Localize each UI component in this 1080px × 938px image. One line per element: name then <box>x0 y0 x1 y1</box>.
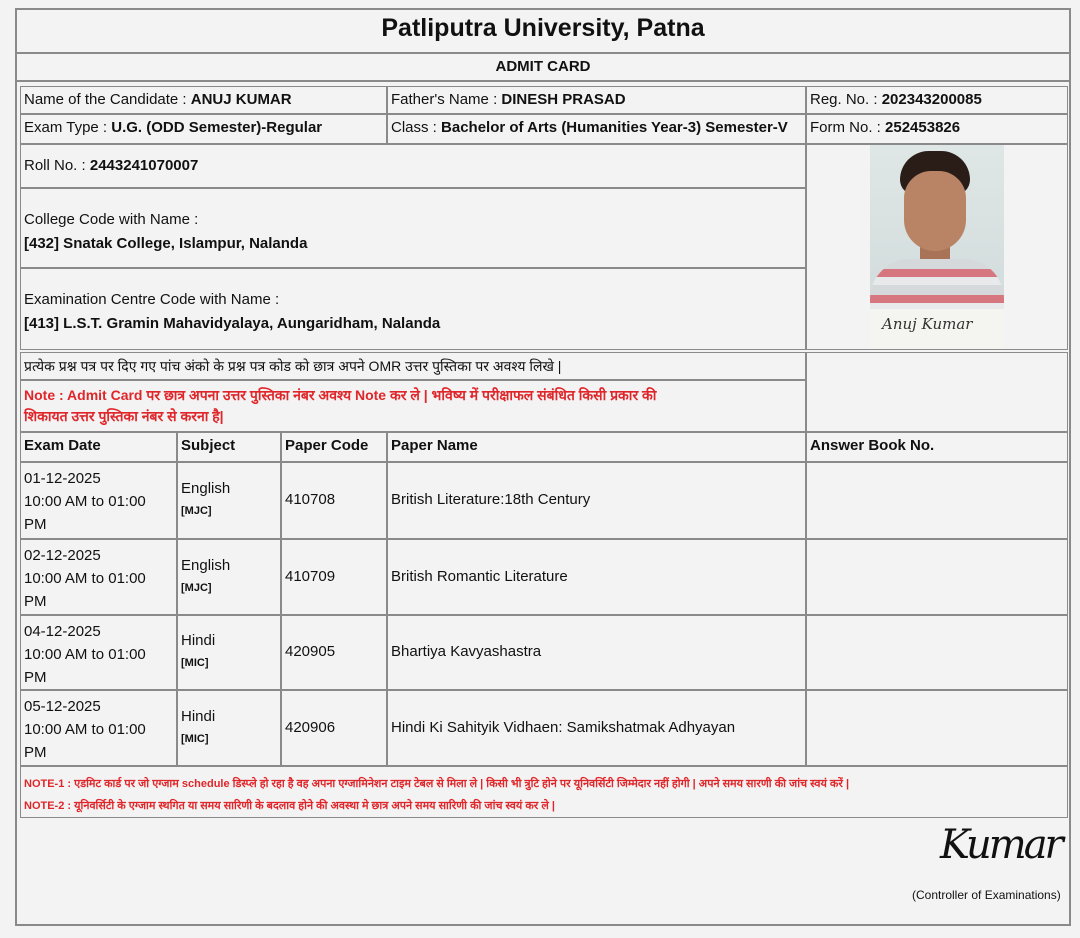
answer-book-no <box>806 690 1068 766</box>
roll-no-cell <box>20 144 806 188</box>
exam-date-cell <box>20 462 177 539</box>
exam-type: U.G. (ODD Semester)-Regular <box>111 119 323 136</box>
subject-type: [MJC] <box>181 505 212 517</box>
exam-time-pm: PM <box>24 593 47 610</box>
controller-signature: Kumar <box>940 822 1061 868</box>
centre-name: [413] L.S.T. Gramin Mahavidyalaya, Aungaridham, Nalanda <box>24 315 441 332</box>
form-no-label: Form No. : <box>810 119 886 136</box>
paper-code: 410708 <box>281 462 387 539</box>
class-cell <box>387 114 806 144</box>
subject: Hindi <box>181 708 216 725</box>
subject-cell <box>177 690 281 766</box>
reg-no: 202343200085 <box>881 91 982 108</box>
exam-time: 10:00 AM to 01:00 <box>24 721 146 738</box>
paper-code: 410709 <box>281 539 387 615</box>
university-title: Patliputra University, Patna <box>15 8 1071 54</box>
roll-no: 2443241070007 <box>89 157 199 174</box>
class-value: Bachelor of Arts (Humanities Year-3) Semester-V <box>441 119 788 136</box>
exam-time: 10:00 AM to 01:00 <box>24 646 146 663</box>
note-line-2: शिकायत उत्तर पुस्तिका नंबर से करना है| <box>24 408 224 424</box>
exam-date-cell <box>20 615 177 690</box>
father-name-cell <box>387 86 806 114</box>
exam-date-cell <box>20 690 177 766</box>
header-paper-name: Paper Name <box>387 432 806 462</box>
exam-date: 05-12-2025 <box>24 698 101 715</box>
exam-type-cell <box>20 114 387 144</box>
college-cell <box>20 188 806 268</box>
reg-no-cell <box>806 86 1068 114</box>
subject: English <box>181 480 231 497</box>
controller-label: (Controller of Examinations) <box>912 888 1061 902</box>
paper-name: British Romantic Literature <box>387 539 806 615</box>
roll-no-label: Roll No. : <box>24 157 90 174</box>
exam-date: 04-12-2025 <box>24 623 101 640</box>
paper-name: Bhartiya Kavyashastra <box>387 615 806 690</box>
class-label: Class : <box>391 119 442 136</box>
subject: English <box>181 557 231 574</box>
exam-time: 10:00 AM to 01:00 <box>24 570 146 587</box>
candidate-name-label: Name of the Candidate : <box>24 91 191 108</box>
reg-no-label: Reg. No. : <box>810 91 882 108</box>
omr-instruction: प्रत्येक प्रश्न पत्र पर दिए गए पांच अंको के प्रश्न पत्र कोड को छात्र अपने OMR उत्तर पुस्तिका पर अवश्य लिखे | <box>20 352 806 380</box>
exam-notes <box>20 766 1068 818</box>
father-name-label: Father's Name : <box>391 91 502 108</box>
header-subject: Subject <box>177 432 281 462</box>
candidate-signature: Anuj Kumar <box>882 315 973 333</box>
centre-label: Examination Centre Code with Name : <box>24 291 280 308</box>
subject: Hindi <box>181 632 216 649</box>
subject-cell <box>177 462 281 539</box>
answer-book-no <box>806 462 1068 539</box>
form-no: 252453826 <box>885 119 961 136</box>
header-exam-date: Exam Date <box>20 432 177 462</box>
father-name: DINESH PRASAD <box>501 91 626 108</box>
note-1: NOTE-1 : एडमिट कार्ड पर जो एग्जाम schedule डिस्प्ले हो रहा है वह अपना एग्जामिनेशन टाइम टेबल से मिला ले | किसी भी त्रुटि होने पर यूनिवर्सिटी जिम्मेदार नहीं होगी | अपने समय सारणी की जांच स्वयं करें | <box>24 778 850 790</box>
exam-date: 01-12-2025 <box>24 470 101 487</box>
header-answer-book: Answer Book No. <box>806 432 1068 462</box>
college-label: College Code with Name : <box>24 211 199 228</box>
answer-book-no <box>806 615 1068 690</box>
note-instruction <box>20 380 806 432</box>
exam-type-label: Exam Type : <box>24 119 112 136</box>
paper-code: 420906 <box>281 690 387 766</box>
admit-card-heading: ADMIT CARD <box>15 54 1071 82</box>
exam-date-cell <box>20 539 177 615</box>
candidate-name-cell <box>20 86 387 114</box>
instruction-side-cell <box>806 352 1068 432</box>
subject-type: [MIC] <box>181 733 209 745</box>
exam-time-pm: PM <box>24 744 47 761</box>
college-name: [432] Snatak College, Islampur, Nalanda <box>24 235 308 252</box>
note-2: NOTE-2 : यूनिवर्सिटी के एग्जाम स्थगित या समय सारिणी के बदलाव होने की अवस्था मे छात्र अपने समय सारिणी की जांच स्वयं कर ले | <box>24 800 555 812</box>
paper-code: 420905 <box>281 615 387 690</box>
header-paper-code: Paper Code <box>281 432 387 462</box>
exam-time-pm: PM <box>24 669 47 686</box>
paper-name: Hindi Ki Sahityik Vidhaen: Samikshatmak Adhyayan <box>387 690 806 766</box>
exam-date: 02-12-2025 <box>24 547 101 564</box>
paper-name: British Literature:18th Century <box>387 462 806 539</box>
subject-cell <box>177 615 281 690</box>
subject-type: [MIC] <box>181 657 209 669</box>
exam-time-pm: PM <box>24 516 47 533</box>
candidate-photo <box>870 145 1004 349</box>
centre-cell <box>20 268 806 350</box>
form-no-cell <box>806 114 1068 144</box>
note-line-1: Note : Admit Card पर छात्र अपना उत्तर पुस्तिका नंबर अवश्य Note कर ले | भविष्य में परीक्षाफल संबंधित किसी प्रकार की <box>24 387 657 403</box>
subject-cell <box>177 539 281 615</box>
exam-time: 10:00 AM to 01:00 <box>24 493 146 510</box>
candidate-name: ANUJ KUMAR <box>190 91 292 108</box>
answer-book-no <box>806 539 1068 615</box>
subject-type: [MJC] <box>181 582 212 594</box>
